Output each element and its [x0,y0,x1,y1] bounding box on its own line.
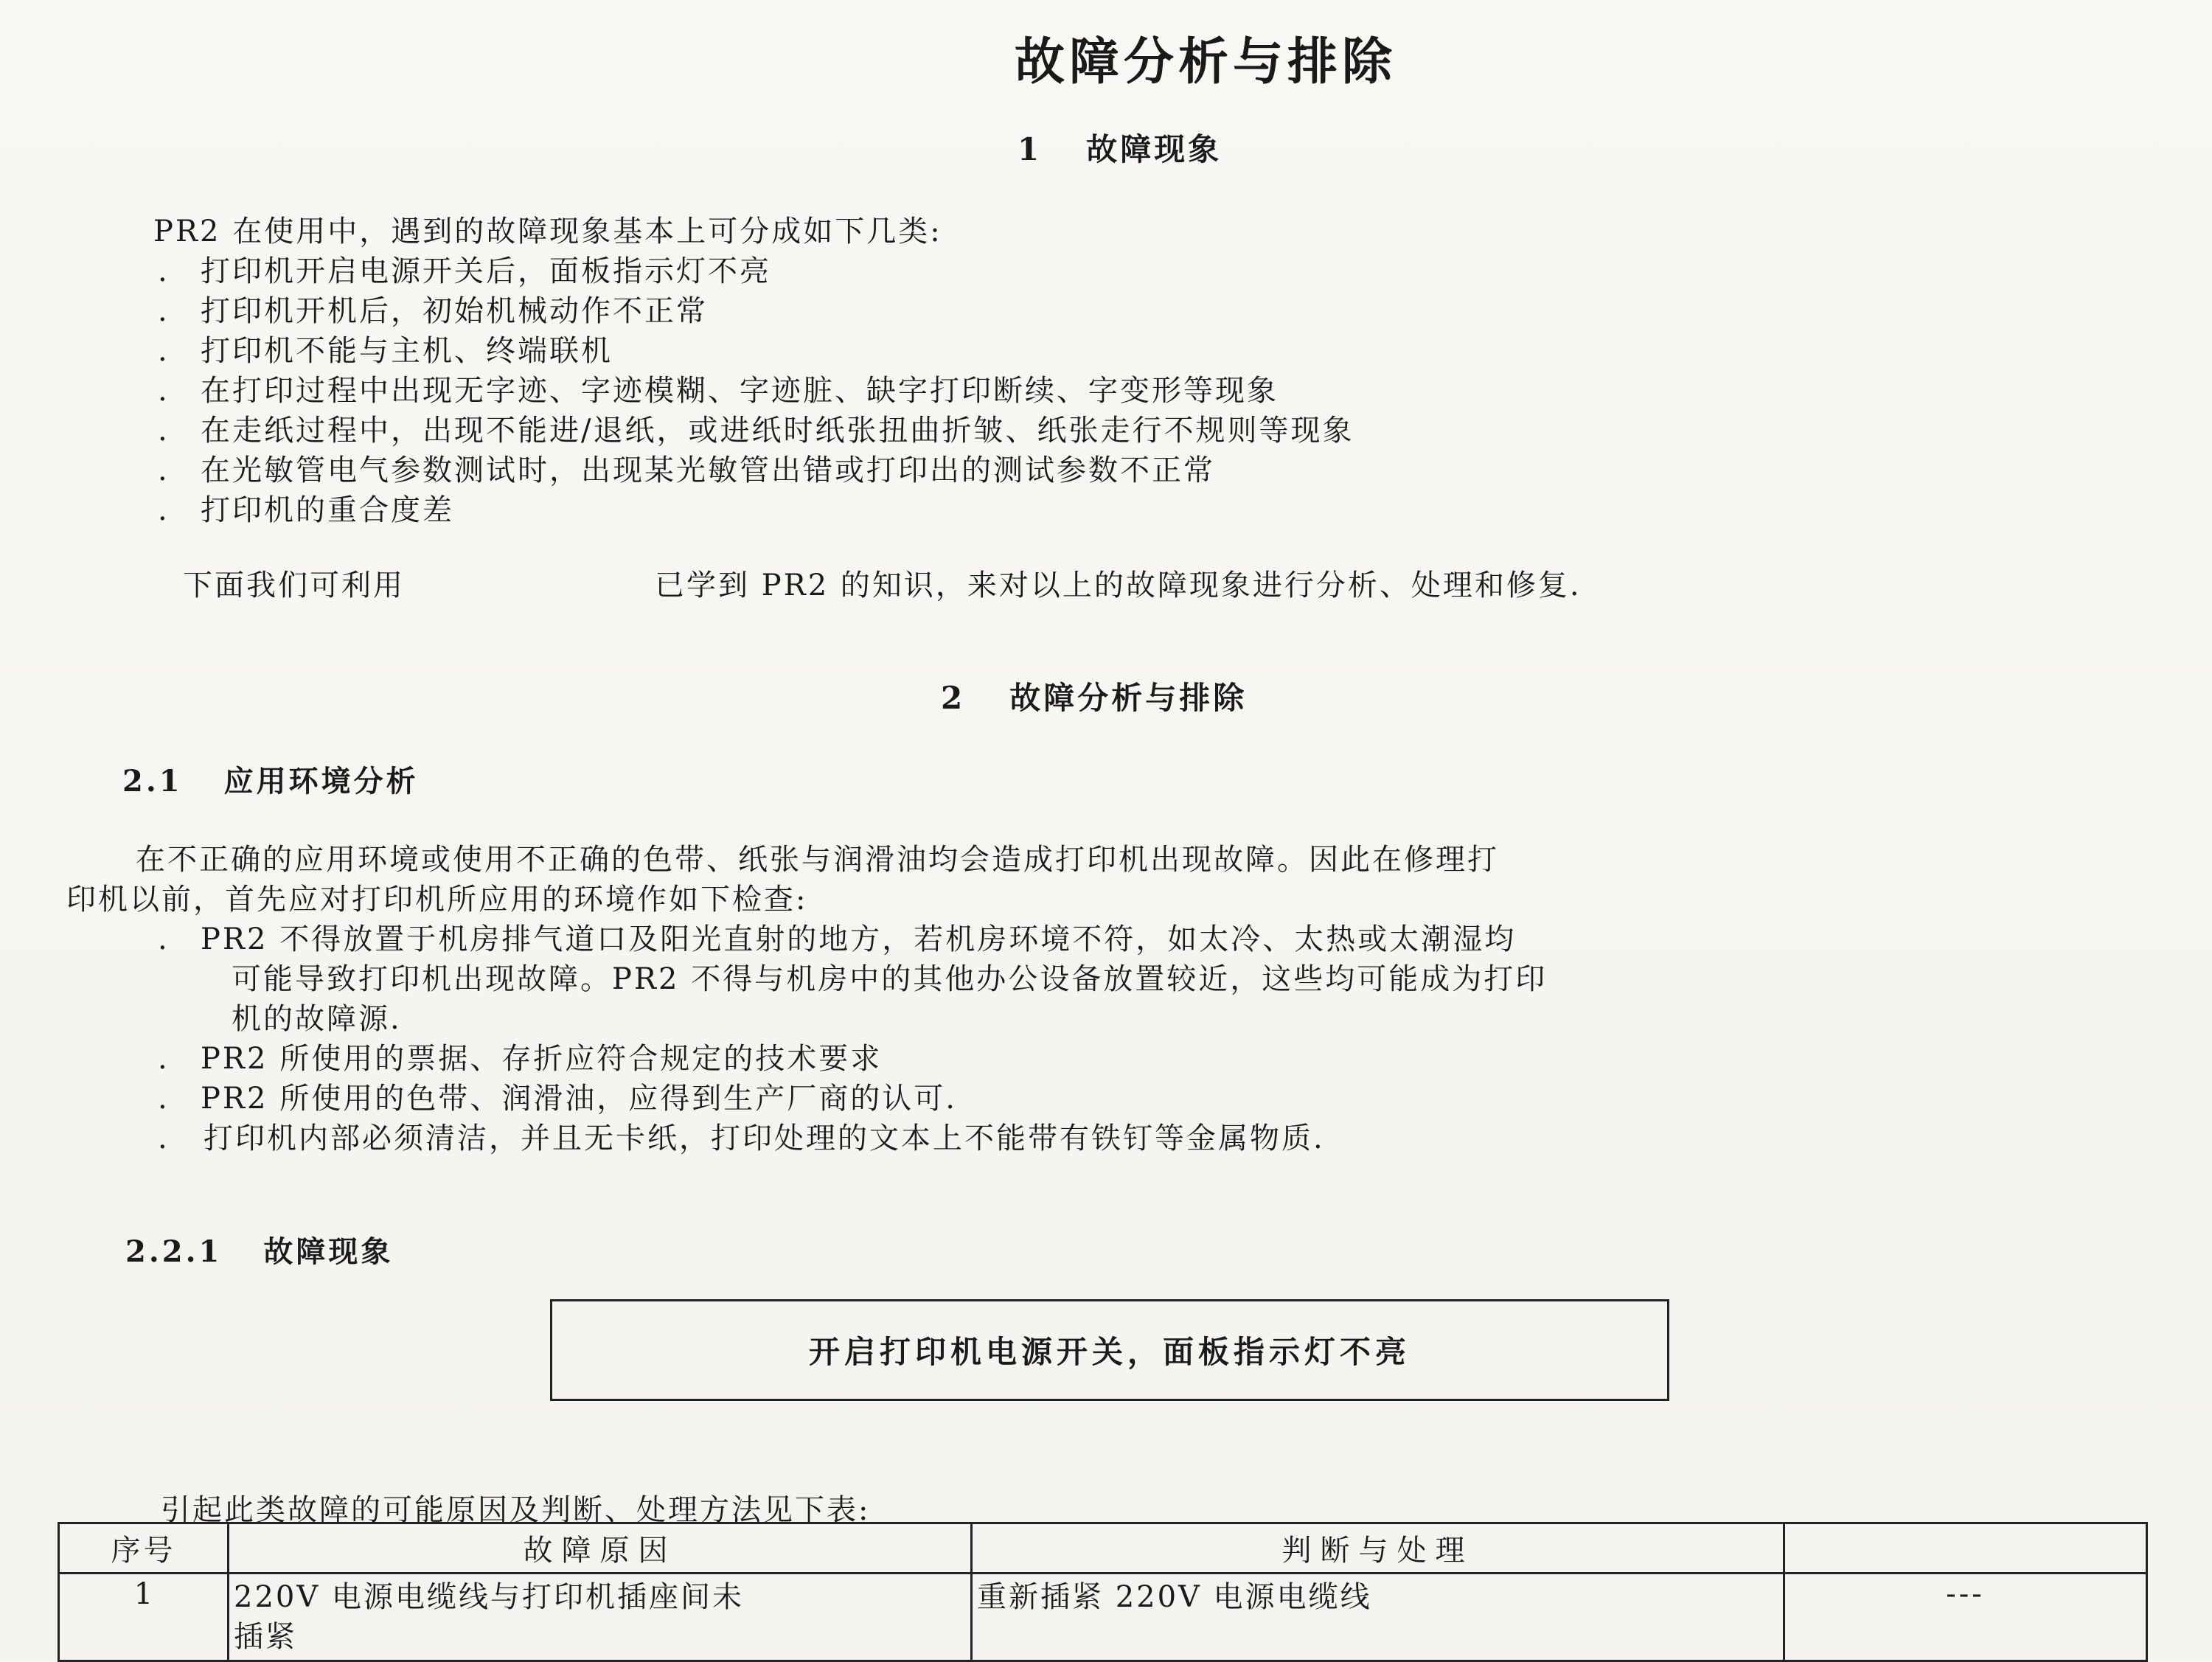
cell-extra: --- [1784,1574,2147,1661]
table-row [59,1574,2147,1661]
table-intro: 引起此类故障的可能原因及判断、处理方法见下表: [161,1493,871,1527]
list-item: . PR2 所使用的票据、存折应符合规定的技术要求 [158,1042,883,1076]
list-item-continuation: 机的故障源. [232,1002,402,1036]
list-item: . PR2 不得放置于机房排气道口及阳光直射的地方，若机房环境不符，如太冷、太热或太潮湿均 [158,922,1517,956]
list-item: . PR2 所使用的色带、润滑油，应得到生产厂商的认可. [158,1082,957,1116]
section-2-number: 2 [941,680,966,716]
fault-symptom-box [550,1299,1669,1401]
list-item: . 打印机开启电源开关后，面板指示灯不亮 [158,254,771,288]
column-header-cause: 故障原因 [229,1523,972,1574]
list-item: . 打印机不能与主机、终端联机 [158,334,613,368]
subsection-2-2-1-title: 故障现象 [263,1234,394,1269]
cell-handling: 重新插紧 220V 电源电缆线 [972,1574,1784,1661]
list-item: . 打印机开机后，初始机械动作不正常 [158,294,708,328]
fault-table [58,1522,2148,1662]
list-item: . 在打印过程中出现无字迹、字迹模糊、字迹脏、缺字打印断续、字变形等现象 [158,374,1279,408]
subsection-2-1-title: 应用环境分析 [223,764,419,799]
list-item: . 打印机内部必须清洁，并且无卡纸，打印处理的文本上不能带有铁钉等金属物质. [158,1122,1325,1155]
subsection-2-2-1-heading [125,1228,393,1270]
section-1-intro: PR2 在使用中，遇到的故障现象基本上可分成如下几类: [153,215,942,248]
paragraph-line: 印机以前，首先应对打印机所应用的环境作如下检查: [66,883,808,917]
list-item: . 在光敏管电气参数测试时，出现某光敏管出错或打印出的测试参数不正常 [158,453,1215,487]
list-item: . 打印机的重合度差 [158,493,454,527]
cell-cause: 220V 电源电缆线与打印机插座间未 插紧 [229,1574,972,1661]
document-title: 故障分析与排除 [1015,32,1397,91]
section-1-title: 故障现象 [1086,131,1222,167]
section-1-closing-end: 已学到 PR2 的知识，来对以上的故障现象进行分析、处理和修复. [655,569,1582,602]
section-2-heading [941,674,1247,718]
column-header-extra [1784,1523,2147,1574]
subsection-2-1-heading [122,758,419,800]
paragraph-line: 在不正确的应用环境或使用不正确的色带、纸张与润滑油均会造成打印机出现故障。因此在修理打 [136,843,1499,877]
cell-number: 1 [59,1574,229,1661]
section-1-heading [1018,125,1222,170]
subsection-2-2-1-number: 2.2.1 [125,1234,223,1269]
column-header-handling: 判断与处理 [972,1523,1784,1574]
fault-symptom-text: 开启打印机电源开关，面板指示灯不亮 [808,1334,1411,1370]
section-1-number: 1 [1018,131,1043,167]
section-1-closing-start: 下面我们可利用 [183,569,405,602]
column-header-number: 序号 [59,1523,229,1574]
table-header-row [59,1523,2147,1574]
list-item-continuation: 可能导致打印机出现故障。PR2 不得与机房中的其他办公设备放置较近，这些均可能成为打印 [232,962,1548,996]
section-2-title: 故障分析与排除 [1009,680,1248,716]
list-item: . 在走纸过程中，出现不能进/退纸，或进纸时纸张扭曲折皱、纸张走行不规则等现象 [158,414,1354,448]
subsection-2-1-number: 2.1 [122,764,183,799]
